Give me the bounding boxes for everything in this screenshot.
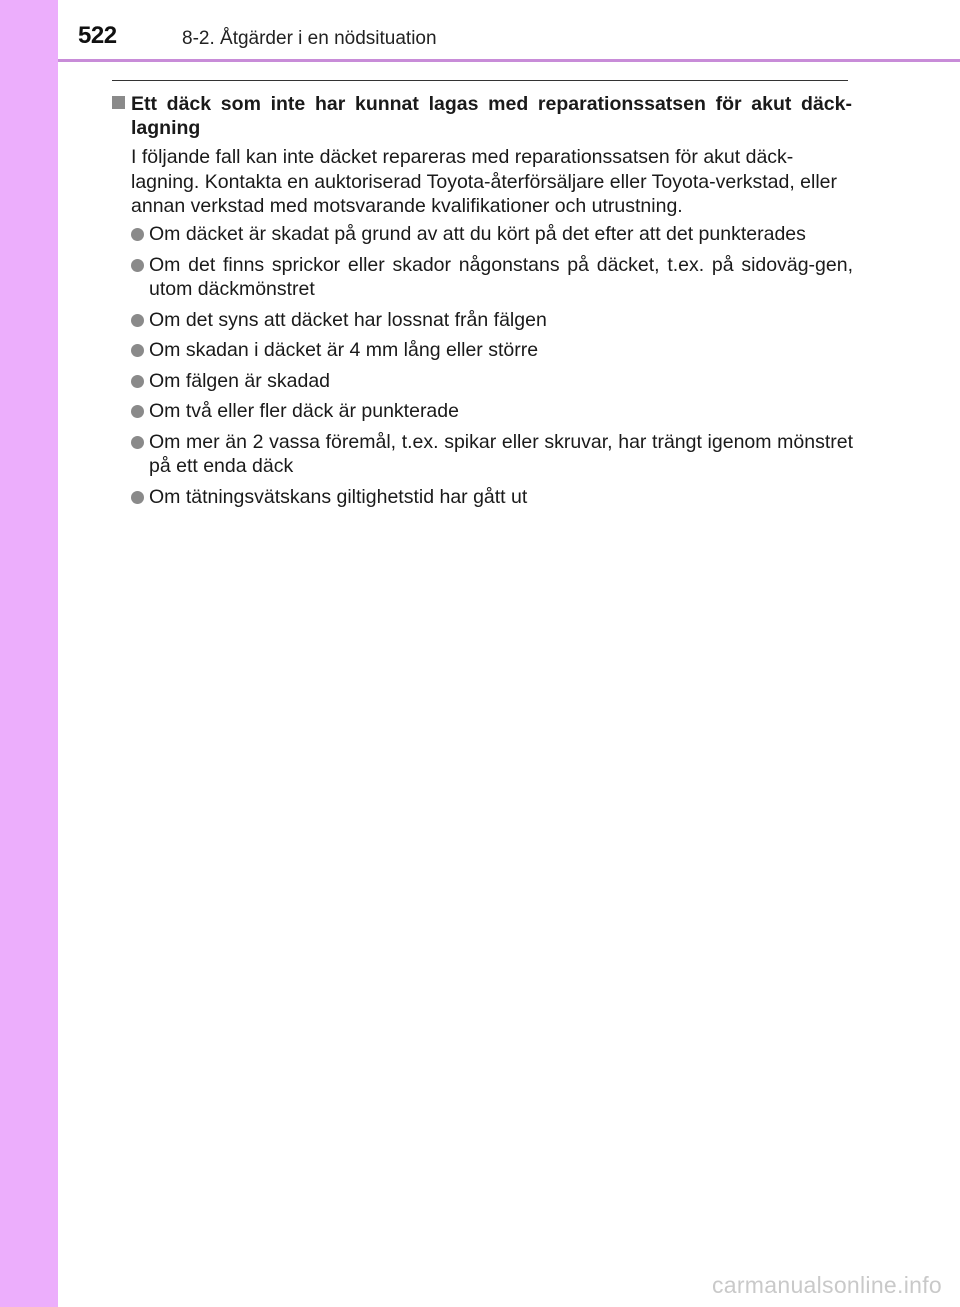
list-item-text: Om skadan i däcket är 4 mm lång eller större	[149, 339, 539, 361]
circle-bullet-icon	[131, 436, 144, 449]
intro-paragraph: I följande fall kan inte däcket repareras med reparationssatsen för akut däck-lagning. Kontakta en auktoriserad Toyota-återförsäljare eller Toyota-verkstad, eller annan verkstad med motsvarande kvalifikationer och utrustning.	[131, 146, 837, 217]
section-title: 8-2. Åtgärder i en nödsituation	[182, 28, 437, 49]
circle-bullet-icon	[131, 314, 144, 327]
list-item-text: Om det finns sprickor eller skador någonstans på däcket, t.ex. på sidoväg-gen, utom däckmönstret	[149, 253, 853, 300]
circle-bullet-icon	[131, 405, 144, 418]
list-item	[131, 399, 853, 424]
circle-bullet-icon	[131, 491, 144, 504]
subsection-heading-text: Ett däck som inte har kunnat lagas med reparationssatsen för akut däck-lagning	[131, 93, 852, 139]
content-divider	[112, 80, 848, 81]
list-item	[131, 430, 853, 479]
page-number: 522	[78, 22, 117, 49]
watermark: carmanualsonline.info	[711, 1272, 942, 1298]
side-color-strip	[0, 0, 58, 1307]
list-item-text: Om det syns att däcket har lossnat från fälgen	[149, 308, 547, 331]
list-item-text: Om fälgen är skadad	[149, 369, 331, 392]
header-divider	[58, 59, 960, 62]
list-item-text: Om däcket är skadat på grund av att du kört på det efter att det punkterades	[149, 223, 806, 245]
list-item	[131, 222, 853, 247]
list-item-text: Om två eller fler däck är punkterade	[149, 400, 459, 422]
list-item	[131, 253, 853, 302]
circle-bullet-icon	[131, 259, 144, 272]
list-item-text: Om tätningsvätskans giltighetstid har gått ut	[149, 485, 528, 508]
list-item-text: Om mer än 2 vassa föremål, t.ex. spikar eller skruvar, har trängt igenom mönstret på ett enda däck	[149, 430, 853, 477]
square-bullet-icon	[112, 96, 125, 109]
list-item	[131, 485, 853, 510]
list-item	[131, 369, 853, 394]
circle-bullet-icon	[131, 344, 144, 357]
list-item	[131, 338, 853, 363]
list-item	[131, 308, 853, 333]
subsection-heading	[112, 92, 852, 140]
circle-bullet-icon	[131, 228, 144, 241]
circle-bullet-icon	[131, 375, 144, 388]
condition-list	[131, 222, 853, 515]
